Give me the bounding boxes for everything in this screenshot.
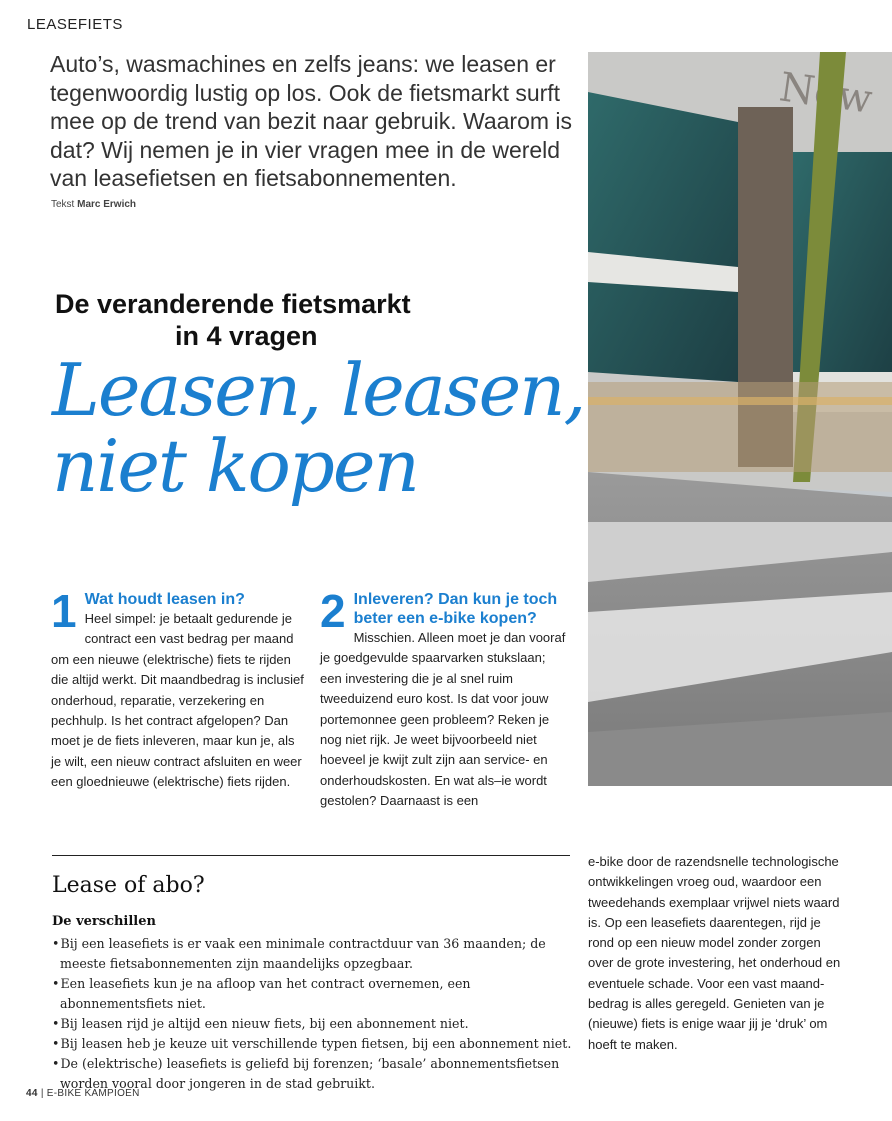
byline	[51, 199, 136, 210]
list-item: • Een leasefiets kun je na afloop van het contract overnemen, een abonnementsfiets niet.	[52, 974, 572, 1014]
question-1	[51, 585, 304, 793]
list-item: • Bij leasen heb je keuze uit verschillende typen fietsen, bij een abonnement niet.	[52, 1034, 572, 1054]
sidebar-title: Lease of abo?	[52, 873, 205, 898]
sidebar-bullet-list	[52, 934, 572, 1094]
sidebar-divider	[52, 855, 570, 856]
question-2	[320, 585, 570, 812]
question-body: Heel simpel: je betaalt gedurende je contract een vast bedrag per maand om een nieuwe (elektrische) fiets te rijden die altijd werkt. Dit maandbedrag is inclusief onderhoud, reparatie, verzekering en pechhulp. Is het contract afgelopen? Dan moet je de fiets inleveren, maar kun je, als je wilt, een nieuw contract afsluiten en weer een gloednieuwe (elektrische) fiets rijden.	[51, 611, 304, 790]
title-line-1: Leasen, leasen,	[52, 348, 585, 432]
question-heading: Wat houdt leasen in?	[84, 591, 245, 608]
article-kicker-heading	[55, 288, 575, 352]
question-number: 1	[51, 585, 77, 637]
title-line-2: niet kopen	[52, 424, 418, 508]
kicker-line-2: in 4 vragen	[175, 321, 318, 351]
article-title	[52, 348, 592, 508]
sidebar-subtitle: De verschillen	[52, 914, 156, 929]
intro-paragraph: Auto’s, wasmachines en zelfs jeans: we leasen er tegenwoordig lustig op los. Ook de fietsmarkt surft mee op de trend van bezit naar gebruik. Waarom is dat? Wij nemen je in vier vragen mee in de wereld van leasefietsen en fietsabonnementen.	[50, 51, 573, 191]
street-photo	[588, 52, 892, 786]
section-label: LEASEFIETS	[27, 16, 123, 33]
list-item: • Bij een leasefiets is er vaak een minimale contractduur van 36 maanden; de meeste fietsabonnementen zijn maandelijks opzegbaar.	[52, 934, 572, 974]
byline-prefix: Tekst	[51, 199, 75, 210]
kicker-line-1: De veranderende fietsmarkt	[55, 289, 411, 319]
list-item: • Bij leasen rijd je altijd een nieuw fiets, bij een abonnement niet.	[52, 1014, 572, 1034]
magazine-name: E-BIKE KAMPIOEN	[46, 1088, 140, 1099]
continuation-paragraph: e-bike door de razendsnelle technologische ontwikkelingen vroeg oud, waardoor een tweedehands exemplaar vrijwel niets waard is. Op een leasefiets daarentegen, rijd je rond op een nieuw model zonder zorgen over de grote investering, het onderhoud en eventuele schade. Voor een vast maandbedrag is alles geregeld. Genieten van je (nieuwe) fiets is enige waar jij je ‘druk’ om hoeft te maken.	[588, 854, 841, 1052]
question-number: 2	[320, 585, 346, 637]
question-body: Misschien. Alleen moet je dan vooraf je goedgevulde spaarvarken stukslaan; een investering die je al snel ruim tweeduizend euro kost. Is dat voor jouw portemonnee geen probleem? Reken je nog niet rijk. Je weet bijvoorbeeld niet hoeveel je kwijt zult zijn aan service- en onderhoudskosten. En wat als–ie wordt gestolen? Daarnaast is een	[320, 630, 566, 809]
list-item: • De (elektrische) leasefiets is geliefd bij forenzen; ‘basale’ abonnementsfietsen worden vooral door jongeren in de stad gebruikt.	[52, 1054, 572, 1094]
page-footer: 44 | E-BIKE KAMPIOEN	[26, 1088, 140, 1099]
page-number: 44	[26, 1088, 38, 1099]
byline-author: Marc Erwich	[77, 199, 137, 210]
question-heading: Inleveren? Dan kun je toch beter een e-bike kopen?	[353, 591, 558, 627]
